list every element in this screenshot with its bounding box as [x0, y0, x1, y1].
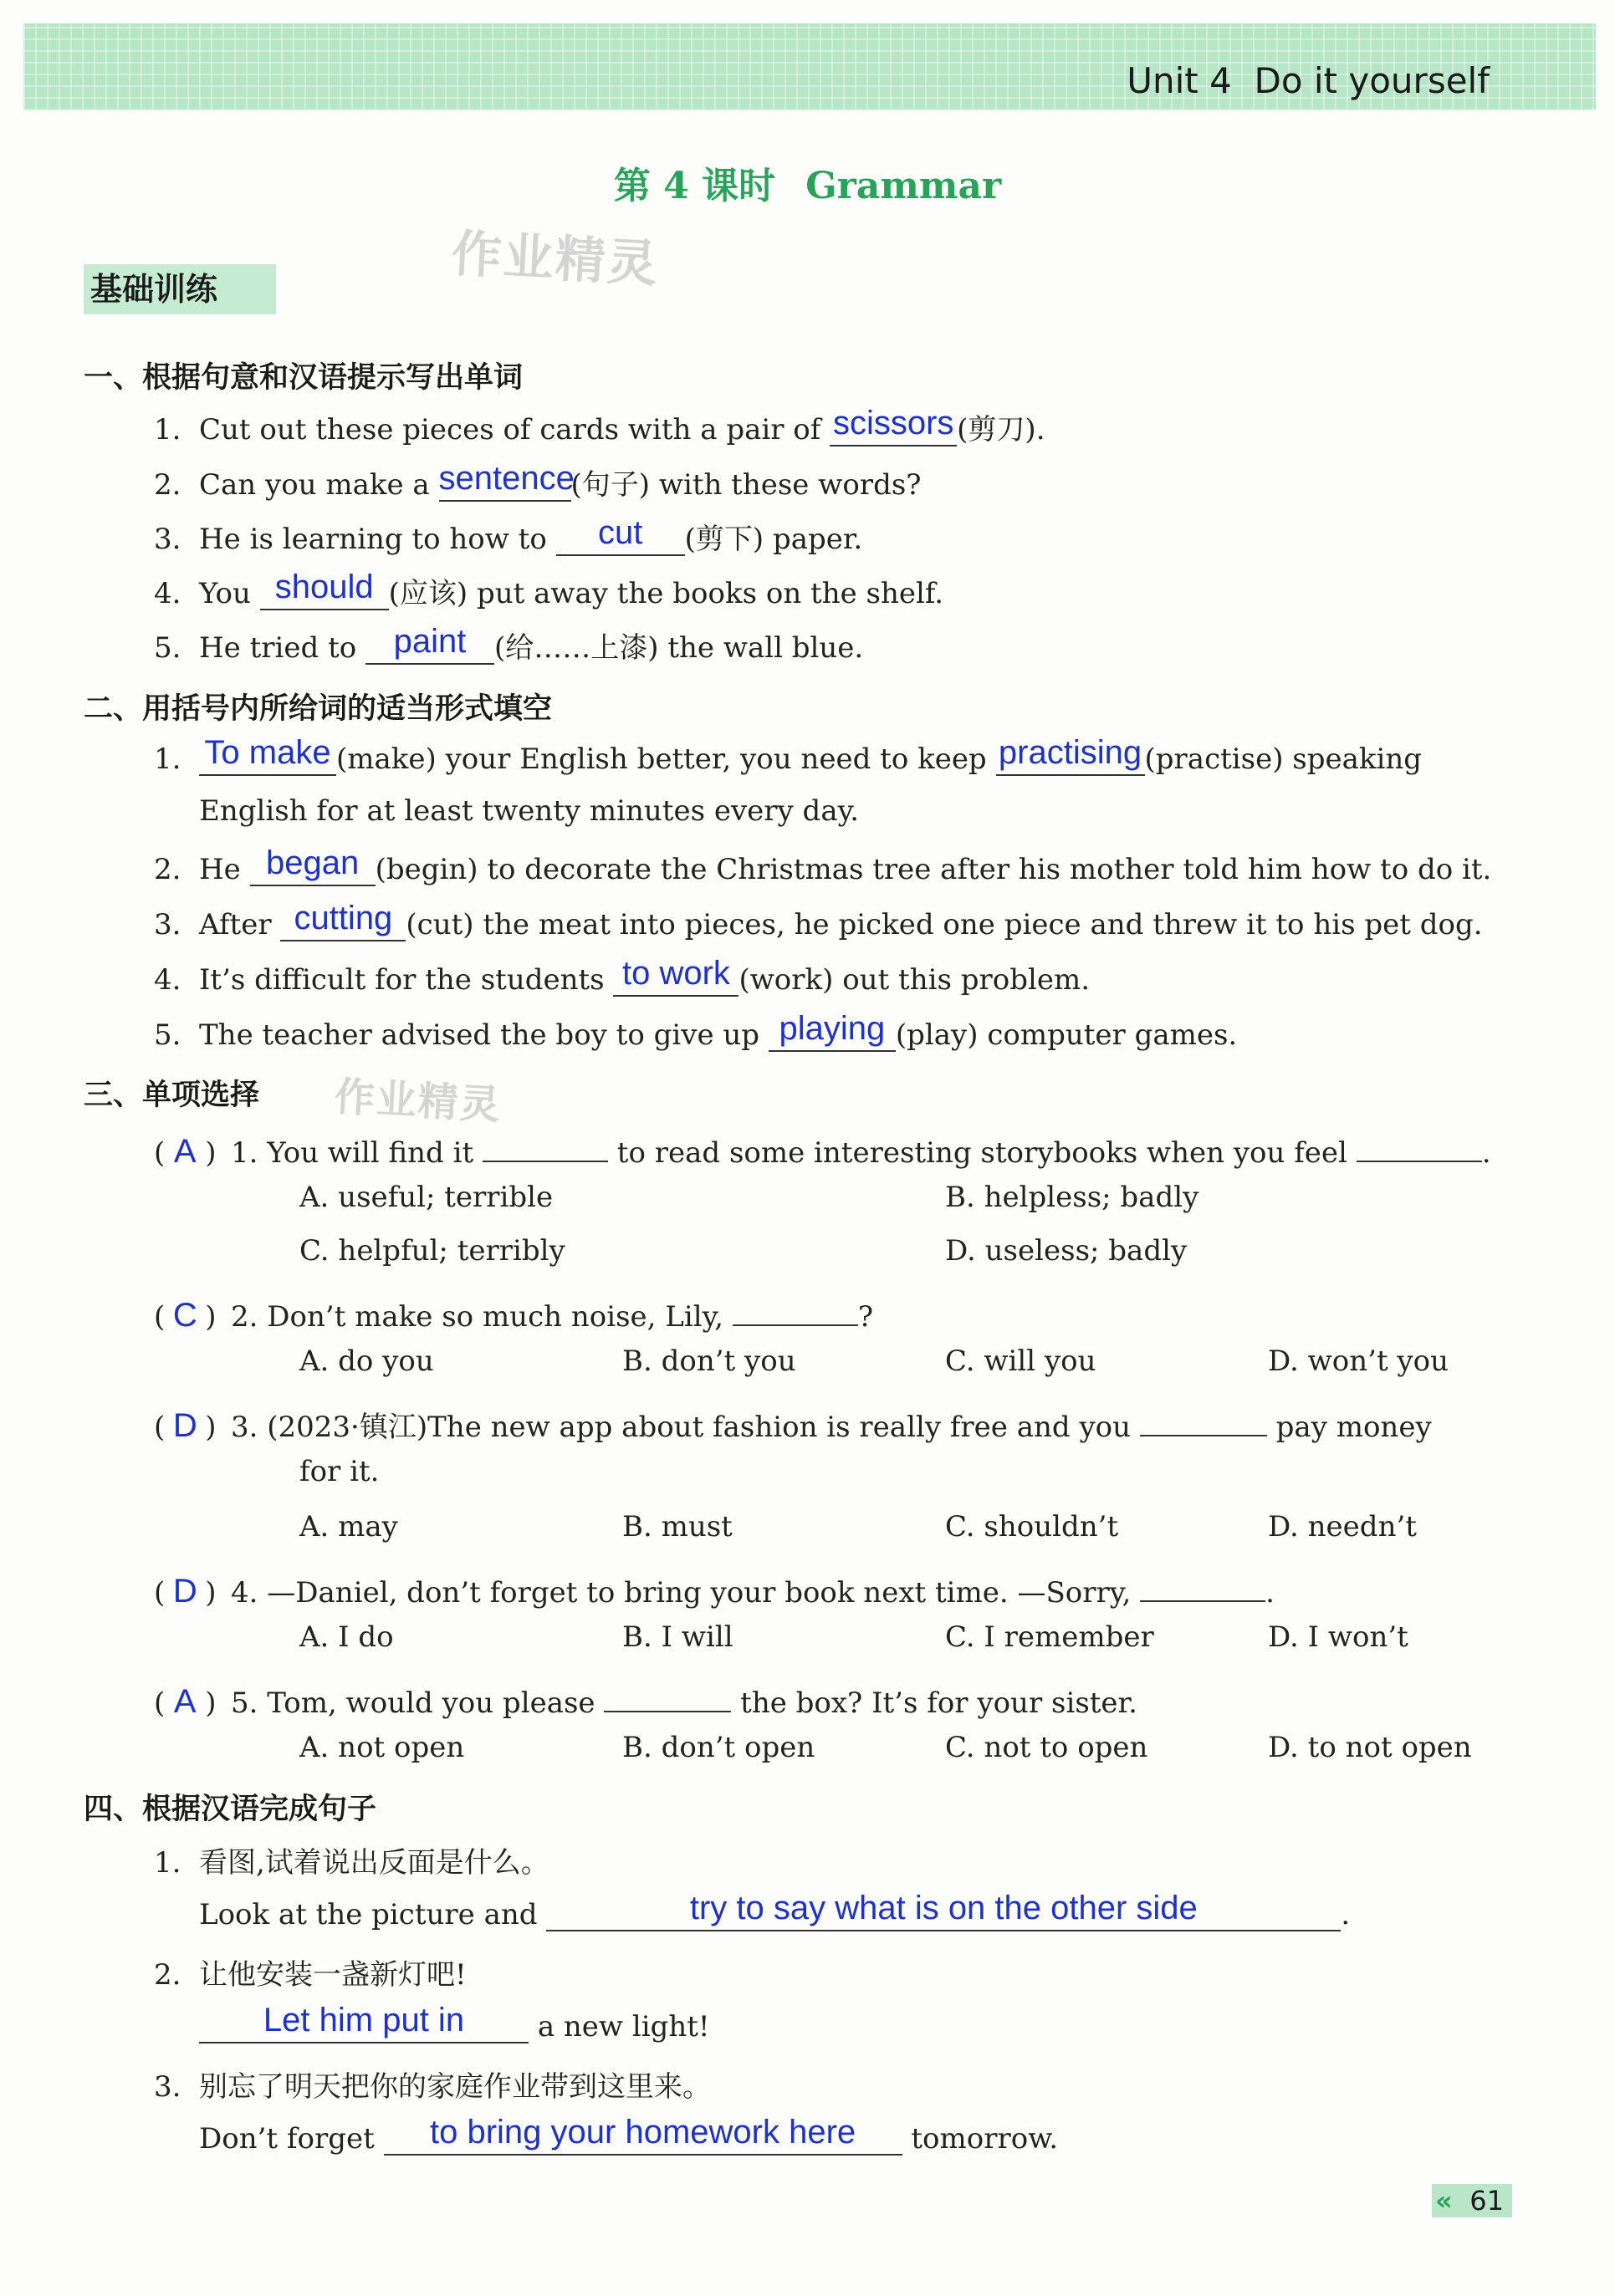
option-a[interactable]: A. may [299, 1510, 398, 1543]
option-c[interactable]: C. helpful; terribly [299, 1234, 565, 1268]
choice-question: ( D ) 3. (2023·镇江)The new app about fashion is really free and you pay money [154, 1400, 1432, 1445]
question-row: 3. He is learning to how to cut (剪下) paper. [154, 514, 863, 556]
chinese-prompt: 2. 让他安装一盏新灯吧! [154, 1958, 467, 1992]
answer-blank[interactable]: try to say what is on the other side [546, 1895, 1341, 1931]
answer-blank[interactable] [733, 1289, 858, 1326]
option-b[interactable]: B. I will [622, 1620, 733, 1654]
option-b[interactable]: B. helpless; badly [945, 1181, 1199, 1214]
answer-blank[interactable]: scissors [830, 410, 957, 446]
section-title: 四、根据汉语完成句子 [84, 1793, 377, 1826]
option-b[interactable]: B. don’t you [622, 1344, 796, 1378]
question-row: 4. It’s difficult for the students to work (work) out this problem. [154, 955, 1091, 997]
option-c[interactable]: C. shouldn’t [945, 1510, 1119, 1543]
answer-blank[interactable]: Let him put in [199, 2007, 529, 2043]
section-title: 一、根据句意和汉语提示写出单词 [84, 361, 524, 395]
question-row: 2. He began (begin) to decorate the Christmas tree after his mother told him how to do it. [154, 844, 1492, 886]
option-c[interactable]: C. will you [945, 1344, 1096, 1378]
answer-blank[interactable]: To make [199, 739, 336, 776]
section-title: 二、用括号内所给词的适当形式填空 [84, 692, 553, 726]
question-row-continued: for it. [299, 1455, 380, 1488]
question-row: 4. You should (应该) put away the books on the shelf. [154, 569, 944, 610]
option-a[interactable]: A. not open [299, 1731, 465, 1764]
choice-question: ( A ) 5. Tom, would you please the box? It’s for your sister. [154, 1676, 1137, 1721]
answer-blank[interactable] [604, 1676, 731, 1712]
option-d[interactable]: D. to not open [1268, 1731, 1472, 1764]
question-row: 5. The teacher advised the boy to give up playing (play) computer games. [154, 1010, 1238, 1052]
chinese-prompt: 3. 别忘了明天把你的家庭作业带到这里来。 [154, 2070, 711, 2104]
choice-question: ( A ) 1. You will find it to read some interesting storybooks when you feel . [154, 1125, 1491, 1171]
answer-blank[interactable]: cutting [280, 905, 406, 941]
double-chevron-icon: « [1435, 2185, 1453, 2217]
answer-blank[interactable]: should [260, 574, 389, 610]
option-a[interactable]: A. I do [299, 1620, 394, 1654]
unit-title: Unit 4 Do it yourself [1127, 60, 1490, 101]
watermark: 作业精灵 [450, 224, 661, 294]
choice-answer[interactable]: D [172, 1573, 197, 1610]
choice-answer[interactable]: A [173, 1133, 197, 1170]
option-a[interactable]: A. useful; terrible [299, 1181, 554, 1214]
answer-blank[interactable]: to work [613, 960, 739, 997]
question-row: 5. He tried to paint (给……上漆) the wall blue. [154, 623, 864, 665]
question-row: 3. After cutting (cut) the meat into pieces, he picked one piece and threw it to his pet dog. [154, 900, 1483, 941]
answer-blank[interactable]: to bring your homework here [384, 2119, 902, 2156]
answer-blank[interactable] [1140, 1400, 1267, 1436]
option-d[interactable]: D. won’t you [1268, 1344, 1449, 1378]
answer-blank[interactable]: practising [996, 739, 1145, 776]
answer-blank[interactable]: playing [769, 1015, 896, 1052]
question-row: Let him put in a new light! [199, 2007, 710, 2043]
watermark: 作业精灵 [333, 1073, 503, 1130]
option-a[interactable]: A. do you [299, 1344, 434, 1378]
section-title: 三、单项选择 [84, 1079, 260, 1112]
question-row: Look at the picture and try to say what is on the other side . [199, 1890, 1351, 1931]
lesson-title: 第 4 课时 Grammar [613, 165, 1002, 207]
answer-blank[interactable]: began [250, 850, 376, 886]
question-row: 2. Can you make a sentence(句子) with these words? [154, 460, 922, 502]
question-row: Don’t forget to bring your homework here tomorrow. [199, 2114, 1059, 2156]
answer-blank[interactable]: cut [556, 519, 685, 556]
answer-blank[interactable] [483, 1125, 608, 1162]
option-b[interactable]: B. must [622, 1510, 733, 1543]
question-row-continued: English for at least twenty minutes every day. [199, 794, 860, 828]
page-number: « 61 [1432, 2184, 1512, 2217]
option-c[interactable]: C. not to open [945, 1731, 1148, 1764]
question-row: 1. To make (make) your English better, you need to keep practising (practise) speaking [154, 734, 1423, 776]
option-d[interactable]: D. useless; badly [945, 1234, 1188, 1268]
chinese-prompt: 1. 看图,试着说出反面是什么。 [154, 1846, 549, 1880]
question-row: 1. Cut out these pieces of cards with a pair of scissors (剪刀). [154, 405, 1045, 446]
option-c[interactable]: C. I remember [945, 1620, 1154, 1654]
choice-answer[interactable]: D [172, 1407, 197, 1444]
choice-question: ( D ) 4. —Daniel, don’t forget to bring your book next time. —Sorry, . [154, 1565, 1275, 1610]
option-d[interactable]: D. needn’t [1268, 1510, 1417, 1543]
option-b[interactable]: B. don’t open [622, 1731, 815, 1764]
choice-question: ( C ) 2. Don’t make so much noise, Lily, ? [154, 1289, 873, 1334]
section-tag: 基础训练 [84, 264, 276, 314]
option-d[interactable]: D. I won’t [1268, 1620, 1408, 1654]
answer-blank[interactable] [1357, 1125, 1482, 1162]
answer-blank[interactable]: paint [365, 628, 494, 665]
answer-blank[interactable] [1140, 1565, 1265, 1602]
choice-answer[interactable]: C [172, 1297, 197, 1334]
answer-blank[interactable]: sentence [439, 465, 571, 502]
choice-answer[interactable]: A [173, 1683, 197, 1720]
